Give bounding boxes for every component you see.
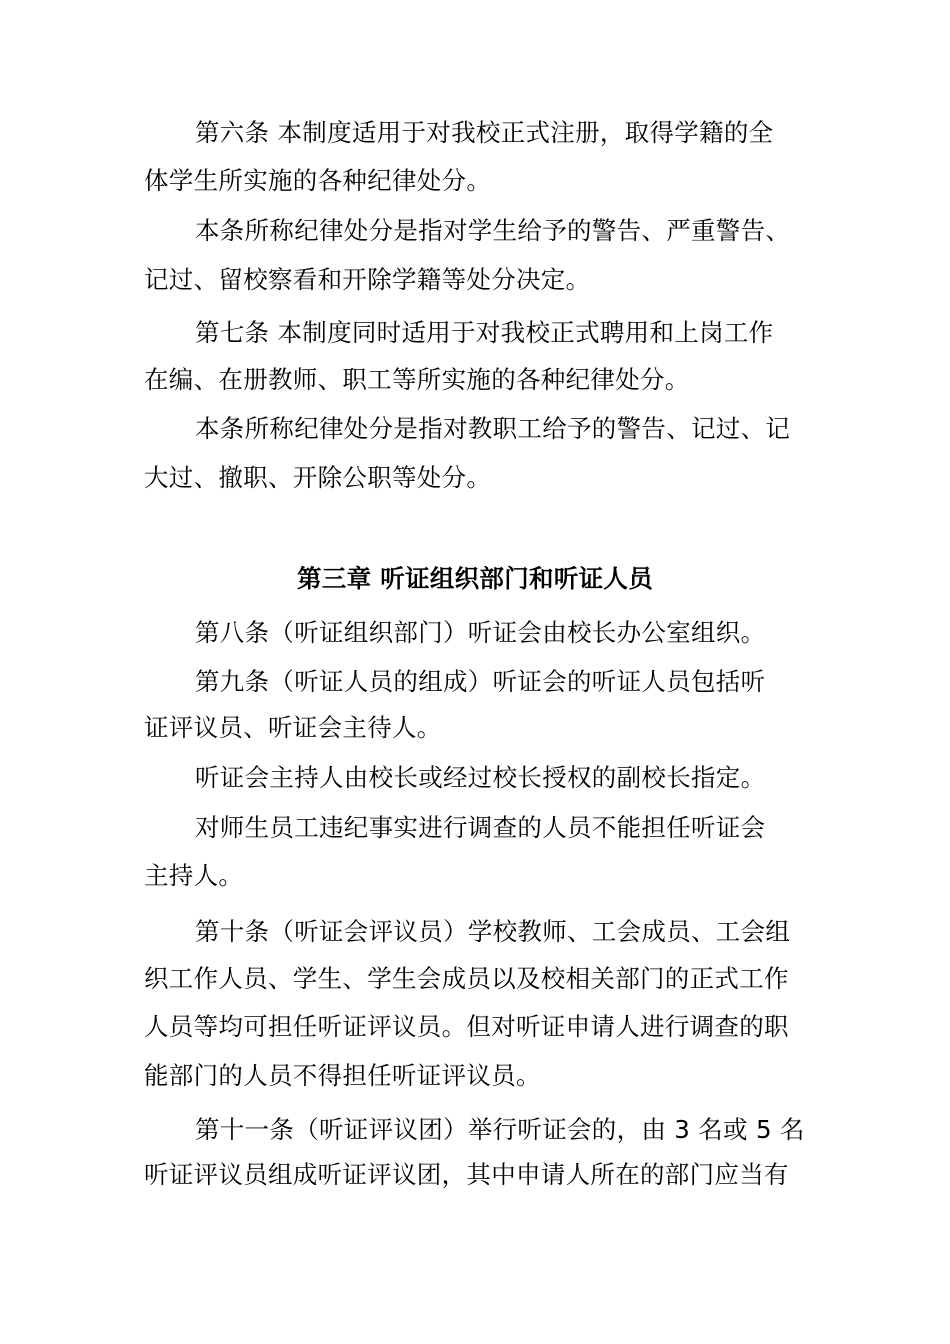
article-10-line-2: 织工作人员、学生、学生会成员以及校相关部门的正式工作 — [144, 964, 789, 993]
article-10-line-3: 人员等均可担任听证评议员。但对听证申请人进行调查的职 — [144, 1012, 789, 1041]
article-11-line-2: 听证评议员组成听证评议团，其中申请人所在的部门应当有 — [144, 1160, 789, 1189]
article-8-line-1: 第八条（听证组织部门）听证会由校长办公室组织。 — [195, 618, 766, 647]
article-7-line-1: 第七条 本制度同时适用于对我校正式聘用和上岗工作 — [195, 318, 774, 347]
article-9-line-1: 第九条（听证人员的组成）听证会的听证人员包括听 — [195, 667, 766, 696]
article-11-line-1: 第十一条（听证评议团）举行听证会的，由 3 名或 5 名 — [195, 1115, 805, 1144]
article-6-line-2: 体学生所实施的各种纪律处分。 — [144, 166, 492, 195]
article-7-line-2: 在编、在册教师、职工等所实施的各种纪律处分。 — [144, 365, 690, 394]
chapter-3-heading: 第三章 听证组织部门和听证人员 — [296, 564, 654, 593]
article-9-line-2: 证评议员、听证会主待人。 — [144, 713, 442, 742]
article-6-note-line-2: 记过、留校察看和开除学籍等处分决定。 — [144, 265, 591, 294]
article-7-note-line-1: 本条所称纪律处分是指对教职工给予的警告、记过、记 — [195, 414, 791, 443]
host-appointment-line: 听证会主持人由校长或经过校长授权的副校长指定。 — [195, 763, 766, 792]
host-restriction-line-1: 对师生员工违纪事实进行调查的人员不能担任听证会 — [195, 813, 766, 842]
article-6-note-line-1: 本条所称纪律处分是指对学生给予的警告、严重警告、 — [195, 216, 791, 245]
article-6-line-1: 第六条 本制度适用于对我校正式注册，取得学籍的全 — [195, 118, 774, 147]
host-restriction-line-2: 主持人。 — [144, 861, 244, 890]
article-7-note-line-2: 大过、撤职、开除公职等处分。 — [144, 463, 492, 492]
article-10-line-1: 第十条（听证会评议员）学校教师、工会成员、工会组 — [195, 917, 791, 946]
article-10-line-4: 能部门的人员不得担任听证评议员。 — [144, 1061, 541, 1090]
